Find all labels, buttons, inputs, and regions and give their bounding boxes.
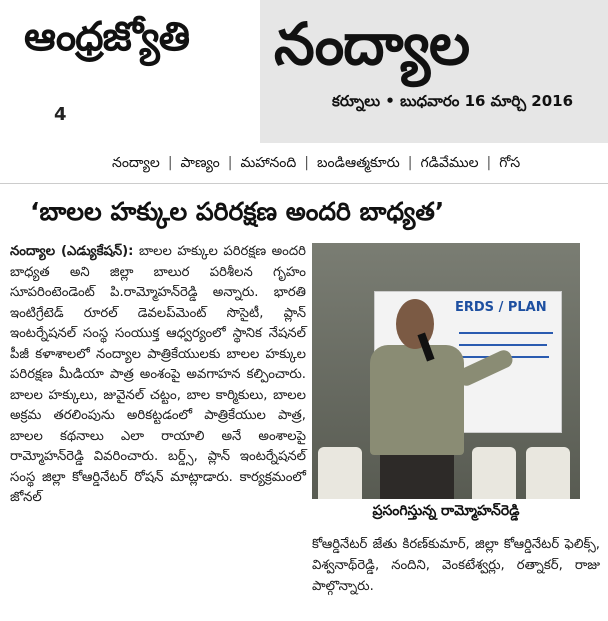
nav-separator: | — [227, 155, 233, 171]
town-nav-list — [112, 155, 520, 174]
town-nav — [0, 143, 608, 183]
speaker-figure — [360, 299, 480, 499]
newspaper-logo: ఆంధ్రజ్యోతి — [24, 14, 189, 60]
nav-item-panyam: పాణ్యం — [180, 155, 220, 171]
photo-banner-logo: ERDS / PLAN — [455, 300, 547, 315]
chair-icon — [318, 447, 362, 499]
article-body-text: బాలల హక్కుల పరిరక్షణ అందరి బాధ్యత అని జిల్లా బాలుర పరిశీలన గృహం సూపరింటెండెంట్ పి.రామ్మోహన్‌రెడ్డి అన్నారు. భారతి ఇంటిగ్రేటెడ్ రూరల్ డెవలప్‌మెంట్ సొసైటీ, ప్లాన్ ఇంటర్నేషనల్ సంస్థ సంయుక్త ఆధ్వర్యంలో స్థానిక నేషనల్ పీజీ కళాశాలలో నంద్యాల పాత్రికేయులకు బాలల హక్కుల పరిరక్షణ మీడియా పాత్ర అంశంపై అవగాహన కల్పించారు. బాలల హక్కులు, జువైనల్ చట్టం, బాల కార్మికులు, బాలల అక్రమ తరలింపును అరికట్టడంలో పాత్రికేయుల పాత్ర, బాలల కథనాలు ఎలా రాయాలి అనే అంశాలపై రామ్మోహన్‌రెడ్డి వివరించారు. బర్డ్స్, ప్లాన్ ఇంటర్నేషనల్ సంస్థ జిల్లా కోఆర్డినేటర్ రోషన్ మాట్లాడారు. కార్యక్రమంలో జోనల్ — [10, 244, 306, 505]
article-photo — [312, 243, 580, 499]
chair-icon — [526, 447, 570, 499]
edition-band — [260, 0, 608, 143]
edition-title: నంద్యాల — [274, 10, 470, 78]
divider — [0, 183, 608, 184]
nav-item-gospadu: గోస — [499, 155, 521, 171]
speaker-torso — [370, 345, 464, 455]
nav-item-bandiatmakur: బండిఆత్మకూరు — [317, 155, 400, 171]
nav-separator: | — [407, 155, 413, 171]
nav-separator: | — [304, 155, 309, 171]
article-continued: కోఆర్డినేటర్ జేతు కిరణ్‌కుమార్, జిల్లా కోఆర్డినేటర్ ఫెలిక్స్, విశ్వనాథ్‌రెడ్డి, నందిని, వెంకటేశ్వర్లు, రత్నాకర్, రాజు పాల్గొన్నారు. — [312, 537, 600, 594]
nav-separator: | — [486, 155, 492, 171]
masthead — [0, 0, 608, 143]
article-body — [10, 242, 306, 509]
nav-item-mahanandi: మహానంది — [240, 155, 297, 171]
article-headline: ‘బాలల హక్కుల పరిరక్షణ అందరి బాధ్యత’ — [30, 197, 445, 226]
nav-separator: | — [167, 155, 173, 171]
nav-item-nandyal: నంద్యాల — [112, 155, 160, 171]
newspaper-logo-box — [14, 0, 261, 143]
article-dateline-lead: నంద్యాల (ఎడ్యుకేషన్): — [10, 244, 134, 259]
speaker-legs — [380, 455, 454, 499]
dateline: కర్నూలు • బుధవారం 16 మార్చి 2016 — [332, 92, 574, 110]
photo-caption: ప్రసంగిస్తున్న రామ్మోహన్‌రెడ్డి — [372, 503, 520, 519]
page-number: 4 — [54, 104, 67, 125]
nav-item-gadivemula: గడివేముల — [420, 155, 479, 171]
